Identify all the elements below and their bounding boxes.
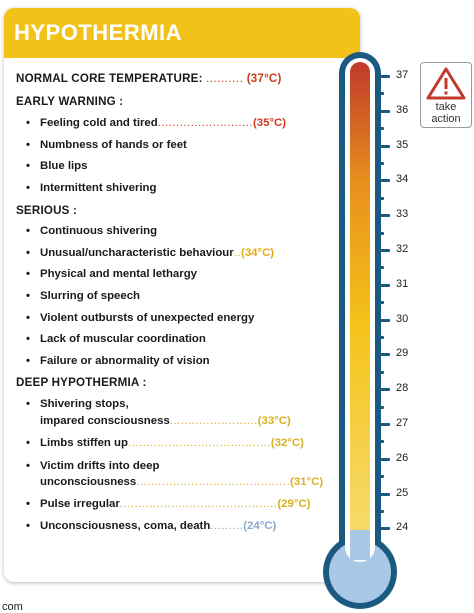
symptom-text: Numbness of hands or feet [40,139,187,151]
scale-label: 25 [396,486,409,499]
scale-major-tick [376,423,390,426]
scale-major-tick [376,319,390,322]
temp-value: (29°C) [277,498,311,510]
scale-minor-tick [376,162,384,165]
scale-minor-tick [376,301,384,304]
warning-triangle-icon [421,65,471,101]
dot-leader: .......................................... [136,476,291,488]
scale-label: 34 [396,173,409,186]
scale-minor-tick [376,197,384,200]
scale-label: 31 [396,277,409,290]
take-action-line2: action [431,113,461,125]
scale-major-tick [376,179,390,182]
scale-major-tick [376,388,390,391]
bullet: • [26,437,30,449]
scale-label: 27 [396,417,409,429]
bullet: • [26,398,30,410]
bullet: • [26,460,30,472]
scale-label: 29 [396,347,409,360]
scale-label: 32 [396,243,409,255]
scale-label: 28 [396,382,409,395]
scale-minor-tick [376,127,384,130]
bullet: • [26,333,30,345]
section-heading-early-warning: EARLY WARNING : [16,95,124,108]
scale-minor-tick [376,92,384,95]
scale-label: 35 [396,138,409,151]
take-action-box [420,62,472,128]
temp-value: (31°C) [290,476,324,488]
bullet: • [26,355,30,367]
dot-leader: ........................ [169,415,258,427]
scale-minor-tick [376,336,384,339]
scale-major-tick [376,249,390,252]
scale-minor-tick [376,475,384,478]
symptom-text: Failure or abnormality of vision [40,355,210,367]
scale-label: 26 [396,451,409,464]
scale-minor-tick [376,406,384,409]
bullet: • [26,247,30,259]
symptom-text: Shivering stops, [40,398,129,410]
bullet: • [26,498,30,510]
scale-label: 33 [396,208,409,221]
scale-label: 24 [396,521,409,534]
temp-value: (34°C) [241,247,275,259]
symptom-text: Lack of muscular coordination [40,333,206,345]
scale-major-tick [376,284,390,287]
symptom-text: Unconsciousness, coma, death [40,520,211,532]
scale-minor-tick [376,266,384,269]
scale-major-tick [376,214,390,217]
symptom-text: Victim drifts into deep [40,460,160,472]
symptom-text: Pulse irregular [40,498,120,510]
bullet: • [26,117,30,129]
scale-minor-tick [376,371,384,374]
temp-value: (33°C) [257,415,291,427]
bullet: • [26,290,30,302]
scale-minor-tick [376,440,384,443]
dot-leader: ....................................... [127,437,271,449]
scale-major-tick [376,110,390,113]
bullet: • [26,312,30,324]
symptom-text: Unusual/uncharacteristic behaviour [40,247,234,259]
bullet: • [26,160,30,172]
scale-minor-tick [376,510,384,513]
symptom-text: Limbs stiffen up [40,437,128,449]
temp-value: (32°C) [270,437,304,449]
scale-label: 36 [396,103,409,116]
symptom-text: Physical and mental lethargy [40,268,197,280]
bullet: • [26,268,30,280]
dot-leader: ........................................... [119,498,278,510]
take-action-line1: take [435,101,457,113]
scale-major-tick [376,527,390,530]
symptom-text: Slurring of speech [40,290,141,302]
bullet: • [26,520,30,532]
scale-major-tick [376,458,390,461]
scale-major-tick [376,75,390,78]
scale-major-tick [376,145,390,148]
symptom-text: Blue lips [40,160,88,172]
symptom-text: Intermittent shivering [40,182,157,194]
symptom-text: Continuous shivering [40,225,158,237]
normal-temp: (37°C) [246,72,282,85]
scale-label: 30 [396,312,409,325]
page-title: HYPOTHERMIA [14,20,183,45]
bullet: • [26,139,30,151]
thermometer-mercury-lower [350,530,370,560]
bullet: • [26,225,30,237]
symptom-text: Feeling cold and tired [40,117,158,129]
normal-label: NORMAL CORE TEMPERATURE: [16,72,203,85]
bullet: • [26,182,30,194]
dot-leader: .......... [206,72,244,85]
dot-leader: .. [233,247,242,259]
section-heading-serious: SERIOUS : [16,204,78,217]
thermometer-mercury [350,62,370,542]
scale-label: 37 [396,69,409,81]
symptom-text: impared consciousness [40,415,170,427]
temp-value: (24°C) [243,520,277,532]
symptom-text: unconsciousness [40,476,137,488]
symptom-text: Violent outbursts of unexpected energy [40,312,255,324]
dot-leader: .......................... [157,117,254,129]
scale-major-tick [376,493,390,496]
temp-value: (35°C) [253,117,287,129]
scale-minor-tick [376,232,384,235]
section-heading-deep-hypothermia: DEEP HYPOTHERMIA : [16,376,147,389]
footer-text: com [2,601,23,613]
dot-leader: ......... [210,520,244,532]
scale-major-tick [376,353,390,356]
